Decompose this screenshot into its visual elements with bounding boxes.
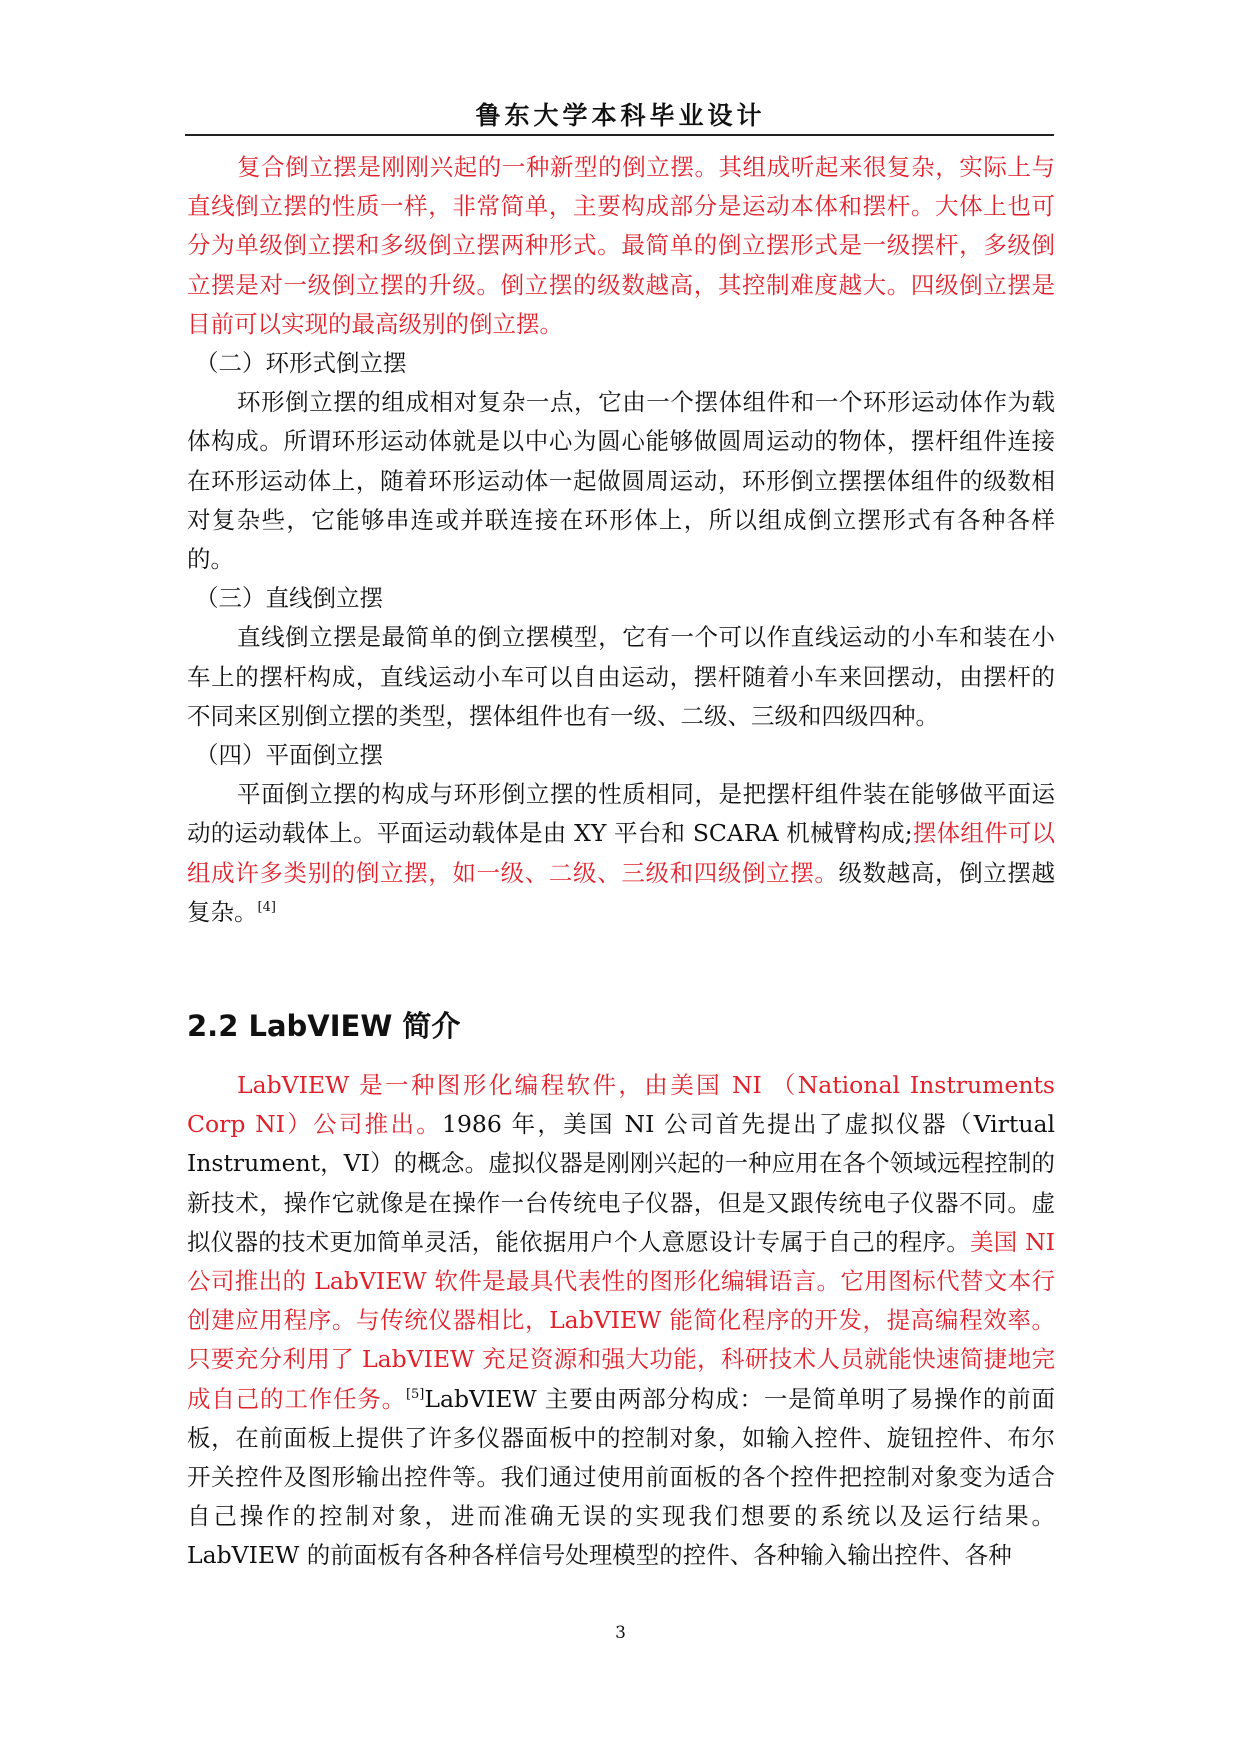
paragraph-ring-pendulum: 环形倒立摆的组成相对复杂一点，它由一个摆体组件和一个环形运动体作为载体构成。所谓环形运动体就是以中心为圆心能够做圆周运动的物体，摆杆组件连接在环形运动体上，随着环形运动体一起做圆周运动，环形倒立摆摆体组件的级数相对复杂些，它能够串连或并联连接在环形体上，所以组成倒立摆形式有各种各样的。 — [187, 388, 1055, 574]
section-heading-labview: 2.2 LabVIEW 简介 — [187, 1009, 461, 1043]
labview-section-body — [187, 1066, 1055, 1576]
page-number: 3 — [615, 1623, 626, 1643]
paragraph-labview — [187, 1066, 1055, 1576]
labview-text-b: 1986 年，美国 NI 公司首先提出了虚拟仪器（Virtual Instrument，VI）的概念。虚拟仪器是刚刚兴起的一种应用在各个领域远程控制的新技术，操作它就像是在操作一台传统电子仪器，但是又跟传统电子仪器不同。虚拟仪器的技术更加简单灵活，能依据用户个人意愿设计专属于自己的程序。 — [187, 1110, 1055, 1256]
subheading-ring-pendulum: （二）环形式倒立摆 — [195, 349, 407, 378]
paragraph-planar-pendulum — [187, 775, 1055, 932]
paragraph-linear-pendulum: 直线倒立摆是最简单的倒立摆模型，它有一个可以作直线运动的小车和装在小车上的摆杆构成，直线运动小车可以自由运动，摆杆随着小车来回摆动，由摆杆的不同来区别倒立摆的类型，摆体组件也有一级、二级、三级和四级四种。 — [187, 623, 1055, 730]
subheading-planar-pendulum: （四）平面倒立摆 — [195, 741, 383, 770]
section-body — [187, 148, 1055, 932]
paragraph-composite-pendulum: 复合倒立摆是刚刚兴起的一种新型的倒立摆。其组成听起来很复杂，实际上与直线倒立摆的性质一样，非常简单，主要构成部分是运动本体和摆杆。大体上也可分为单级倒立摆和多级倒立摆两种形式。最简单的倒立摆形式是一级摆杆，多级倒立摆是对一级倒立摆的升级。倒立摆的级数越高，其控制难度越大。四级倒立摆是目前可以实现的最高级别的倒立摆。 — [187, 153, 1055, 338]
running-header-title: 鲁东大学本科毕业设计 — [475, 101, 766, 130]
citation-4: [4] — [257, 900, 276, 916]
citation-5: [5] — [405, 1386, 425, 1402]
labview-text-a: LabVIEW 是一种图形化编程软件，由美国 NI （National Instruments Corp NI）公司推出。 — [187, 1071, 1055, 1139]
labview-text-d: LabVIEW 主要由两部分构成：一是简单明了易操作的前面板，在前面板上提供了许多仪器面板中的控制对象，如输入控件、旋钮控件、布尔开关控件及图形输出控件等。我们通过使用前面板的各个控件把控制对象变为适合自己操作的控制对象，进而准确无误的实现我们想要的系统以及运行结果。LabVIEW 的前面板有各种各样信号处理模型的控件、各种输入输出控件、各种 — [187, 1384, 1055, 1570]
labview-text-c: 美国 NI 公司推出的 LabVIEW 软件是最具代表性的图形化编辑语言。它用图标代替文本行创建应用程序。与传统仪器相比，LabVIEW 能简化程序的开发，提高编程效率。只要充分利用了 LabVIEW 充足资源和强大功能，科研技术人员就能快速简捷地完成自己的工作任务。 — [187, 1227, 1055, 1413]
planar-text-c: 级数越高，倒立摆越复杂。 — [187, 858, 1056, 926]
planar-text-a: 平面倒立摆的构成与环形倒立摆的性质相同，是把摆杆组件装在能够做平面运动的运动载体上。平面运动载体是由 XY 平台和 SCARA 机械臂构成; — [187, 780, 1055, 848]
header-rule — [185, 134, 1054, 136]
planar-text-highlight: 摆体组件可以组成许多类别的倒立摆，如一级、二级、三级和四级倒立摆。 — [187, 819, 1055, 887]
subheading-linear-pendulum: （三）直线倒立摆 — [195, 584, 383, 613]
